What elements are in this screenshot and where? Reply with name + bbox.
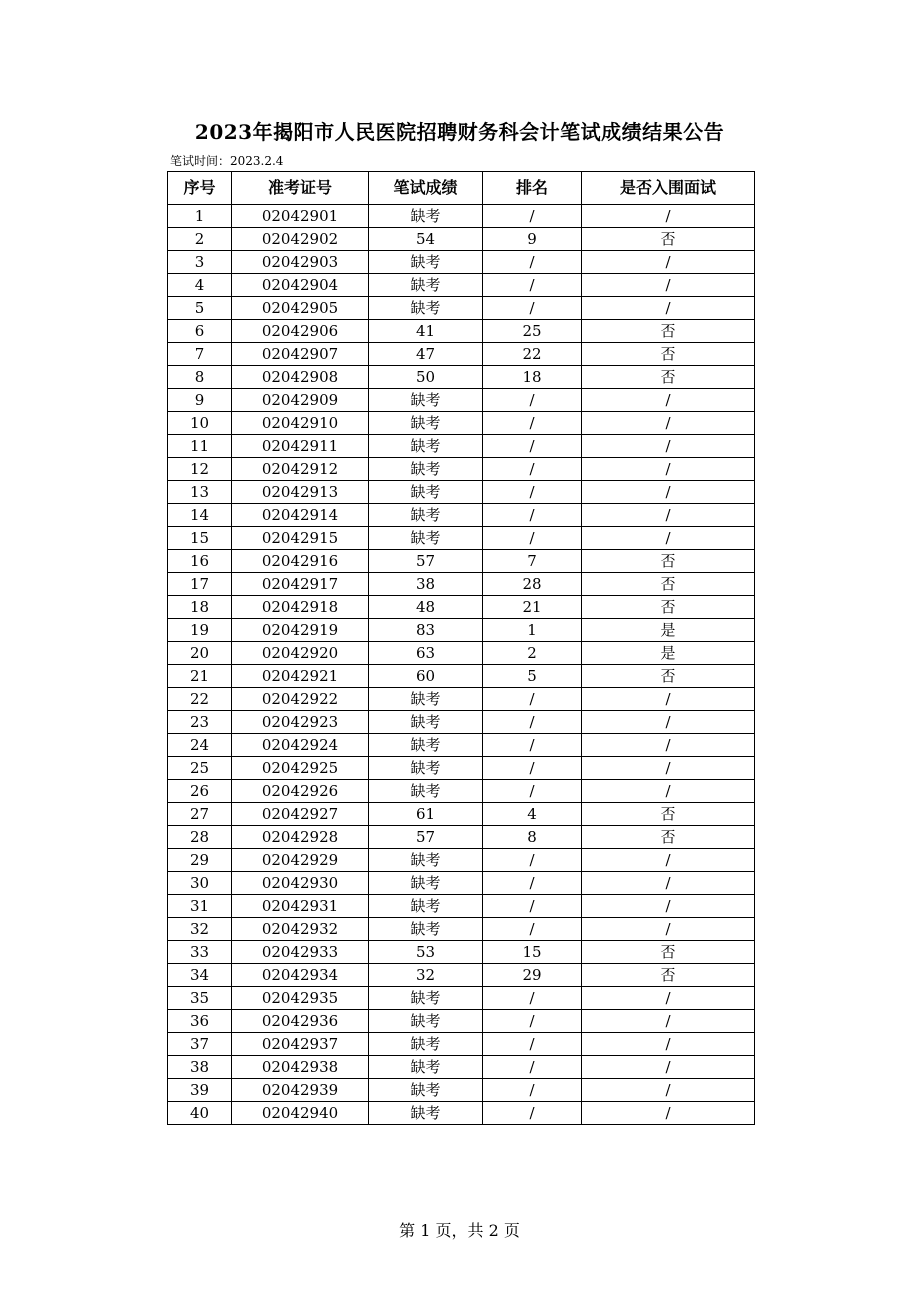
cell-ticket-number: 02042921 [232,665,369,688]
cell-interview-qualified: / [582,527,755,550]
table-row [168,596,755,619]
cell-interview-qualified: / [582,757,755,780]
column-header-interview-qualified: 是否入围面试 [582,172,755,205]
cell-written-score: 缺考 [369,458,483,481]
cell-written-score: 缺考 [369,757,483,780]
cell-interview-qualified: / [582,1010,755,1033]
exam-time: 笔试时间：2023.2.4 [170,154,284,168]
cell-ticket-number: 02042915 [232,527,369,550]
cell-written-score: 缺考 [369,734,483,757]
table-row [168,987,755,1010]
cell-interview-qualified: / [582,918,755,941]
table-row [168,389,755,412]
cell-interview-qualified: 否 [582,550,755,573]
cell-rank: / [483,757,582,780]
cell-serial: 14 [168,504,232,527]
cell-written-score: 缺考 [369,711,483,734]
cell-serial: 20 [168,642,232,665]
cell-rank: 18 [483,366,582,389]
cell-serial: 5 [168,297,232,320]
cell-rank: / [483,458,582,481]
cell-written-score: 缺考 [369,527,483,550]
cell-written-score: 缺考 [369,1079,483,1102]
cell-ticket-number: 02042924 [232,734,369,757]
cell-serial: 25 [168,757,232,780]
cell-written-score: 41 [369,320,483,343]
cell-rank: 25 [483,320,582,343]
cell-serial: 34 [168,964,232,987]
score-table-body [168,205,755,1125]
cell-ticket-number: 02042935 [232,987,369,1010]
cell-serial: 29 [168,849,232,872]
table-row [168,1010,755,1033]
cell-interview-qualified: 否 [582,803,755,826]
cell-written-score: 缺考 [369,849,483,872]
cell-interview-qualified: / [582,251,755,274]
cell-rank: / [483,895,582,918]
cell-serial: 10 [168,412,232,435]
cell-written-score: 缺考 [369,504,483,527]
cell-ticket-number: 02042938 [232,1056,369,1079]
cell-rank: / [483,1010,582,1033]
cell-interview-qualified: / [582,711,755,734]
cell-rank: / [483,481,582,504]
cell-interview-qualified: / [582,1056,755,1079]
table-row [168,688,755,711]
cell-written-score: 缺考 [369,297,483,320]
cell-interview-qualified: / [582,872,755,895]
cell-ticket-number: 02042916 [232,550,369,573]
cell-serial: 7 [168,343,232,366]
cell-rank: / [483,849,582,872]
cell-written-score: 57 [369,550,483,573]
cell-interview-qualified: / [582,987,755,1010]
cell-interview-qualified: 否 [582,366,755,389]
cell-interview-qualified: / [582,780,755,803]
cell-ticket-number: 02042904 [232,274,369,297]
table-header-row [168,172,755,205]
cell-rank: / [483,1079,582,1102]
table-row [168,1056,755,1079]
cell-serial: 28 [168,826,232,849]
table-row [168,665,755,688]
cell-written-score: 缺考 [369,987,483,1010]
cell-ticket-number: 02042939 [232,1079,369,1102]
cell-serial: 35 [168,987,232,1010]
cell-serial: 19 [168,619,232,642]
cell-written-score: 50 [369,366,483,389]
cell-rank: 2 [483,642,582,665]
table-row [168,964,755,987]
table-row [168,780,755,803]
cell-interview-qualified: 是 [582,619,755,642]
table-row [168,320,755,343]
cell-ticket-number: 02042931 [232,895,369,918]
cell-rank: 21 [483,596,582,619]
cell-written-score: 缺考 [369,1056,483,1079]
cell-ticket-number: 02042937 [232,1033,369,1056]
cell-ticket-number: 02042914 [232,504,369,527]
cell-rank: / [483,711,582,734]
cell-rank: / [483,780,582,803]
cell-rank: / [483,205,582,228]
cell-interview-qualified: / [582,458,755,481]
cell-rank: / [483,251,582,274]
cell-interview-qualified: / [582,435,755,458]
cell-ticket-number: 02042932 [232,918,369,941]
cell-written-score: 缺考 [369,435,483,458]
cell-ticket-number: 02042908 [232,366,369,389]
cell-serial: 15 [168,527,232,550]
cell-rank: 7 [483,550,582,573]
cell-interview-qualified: 否 [582,596,755,619]
cell-ticket-number: 02042926 [232,780,369,803]
cell-rank: / [483,504,582,527]
table-row [168,918,755,941]
cell-written-score: 32 [369,964,483,987]
table-row [168,481,755,504]
cell-serial: 30 [168,872,232,895]
cell-ticket-number: 02042940 [232,1102,369,1125]
table-row [168,366,755,389]
cell-interview-qualified: 否 [582,964,755,987]
cell-ticket-number: 02042906 [232,320,369,343]
cell-interview-qualified: 否 [582,343,755,366]
cell-rank: / [483,734,582,757]
cell-ticket-number: 02042907 [232,343,369,366]
cell-serial: 39 [168,1079,232,1102]
table-row [168,619,755,642]
table-row [168,849,755,872]
table-row [168,527,755,550]
cell-written-score: 47 [369,343,483,366]
cell-rank: 22 [483,343,582,366]
cell-written-score: 83 [369,619,483,642]
cell-written-score: 缺考 [369,872,483,895]
cell-ticket-number: 02042917 [232,573,369,596]
cell-rank: 4 [483,803,582,826]
cell-written-score: 38 [369,573,483,596]
table-row [168,504,755,527]
cell-rank: / [483,389,582,412]
cell-written-score: 54 [369,228,483,251]
cell-interview-qualified: / [582,389,755,412]
cell-ticket-number: 02042934 [232,964,369,987]
cell-interview-qualified: 否 [582,320,755,343]
cell-serial: 27 [168,803,232,826]
cell-interview-qualified: / [582,481,755,504]
cell-written-score: 缺考 [369,918,483,941]
cell-written-score: 61 [369,803,483,826]
cell-rank: 15 [483,941,582,964]
cell-serial: 32 [168,918,232,941]
cell-written-score: 缺考 [369,1010,483,1033]
cell-rank: 29 [483,964,582,987]
cell-interview-qualified: / [582,274,755,297]
cell-interview-qualified: / [582,1033,755,1056]
cell-written-score: 缺考 [369,1033,483,1056]
table-row [168,872,755,895]
cell-written-score: 缺考 [369,1102,483,1125]
table-row [168,343,755,366]
cell-serial: 8 [168,366,232,389]
table-row [168,711,755,734]
cell-interview-qualified: 否 [582,826,755,849]
cell-serial: 11 [168,435,232,458]
cell-serial: 21 [168,665,232,688]
cell-rank: 9 [483,228,582,251]
cell-written-score: 缺考 [369,389,483,412]
table-row [168,1033,755,1056]
cell-interview-qualified: / [582,412,755,435]
cell-serial: 2 [168,228,232,251]
cell-interview-qualified: 否 [582,228,755,251]
cell-serial: 16 [168,550,232,573]
cell-rank: / [483,274,582,297]
cell-written-score: 缺考 [369,780,483,803]
cell-ticket-number: 02042923 [232,711,369,734]
table-row [168,205,755,228]
cell-written-score: 缺考 [369,205,483,228]
cell-interview-qualified: / [582,1079,755,1102]
cell-rank: / [483,1102,582,1125]
cell-rank: / [483,987,582,1010]
cell-ticket-number: 02042933 [232,941,369,964]
cell-serial: 33 [168,941,232,964]
cell-ticket-number: 02042909 [232,389,369,412]
cell-written-score: 60 [369,665,483,688]
cell-rank: 28 [483,573,582,596]
cell-ticket-number: 02042928 [232,826,369,849]
cell-rank: / [483,1056,582,1079]
cell-written-score: 缺考 [369,412,483,435]
table-row [168,1102,755,1125]
cell-ticket-number: 02042925 [232,757,369,780]
cell-serial: 1 [168,205,232,228]
cell-serial: 6 [168,320,232,343]
cell-serial: 37 [168,1033,232,1056]
cell-serial: 9 [168,389,232,412]
cell-ticket-number: 02042919 [232,619,369,642]
cell-written-score: 57 [369,826,483,849]
cell-ticket-number: 02042929 [232,849,369,872]
cell-rank: 1 [483,619,582,642]
cell-serial: 18 [168,596,232,619]
table-row [168,435,755,458]
score-table [167,171,755,1125]
cell-rank: / [483,688,582,711]
cell-rank: / [483,1033,582,1056]
cell-rank: / [483,297,582,320]
table-row [168,573,755,596]
cell-rank: / [483,527,582,550]
cell-serial: 31 [168,895,232,918]
cell-ticket-number: 02042903 [232,251,369,274]
cell-ticket-number: 02042913 [232,481,369,504]
cell-interview-qualified: 否 [582,941,755,964]
column-header-serial: 序号 [168,172,232,205]
cell-ticket-number: 02042911 [232,435,369,458]
cell-rank: / [483,872,582,895]
cell-written-score: 缺考 [369,481,483,504]
cell-serial: 36 [168,1010,232,1033]
cell-written-score: 缺考 [369,274,483,297]
table-row [168,297,755,320]
cell-ticket-number: 02042927 [232,803,369,826]
cell-interview-qualified: 否 [582,665,755,688]
cell-interview-qualified: / [582,688,755,711]
cell-interview-qualified: / [582,1102,755,1125]
cell-serial: 38 [168,1056,232,1079]
cell-serial: 22 [168,688,232,711]
table-row [168,251,755,274]
cell-written-score: 53 [369,941,483,964]
column-header-written-score: 笔试成绩 [369,172,483,205]
cell-interview-qualified: / [582,849,755,872]
cell-interview-qualified: / [582,895,755,918]
table-row [168,734,755,757]
cell-serial: 12 [168,458,232,481]
table-row [168,458,755,481]
table-row [168,941,755,964]
page-title: 2023年揭阳市人民医院招聘财务科会计笔试成绩结果公告 [194,120,725,144]
cell-ticket-number: 02042930 [232,872,369,895]
cell-interview-qualified: 否 [582,573,755,596]
cell-ticket-number: 02042936 [232,1010,369,1033]
table-row [168,895,755,918]
table-row [168,412,755,435]
cell-written-score: 63 [369,642,483,665]
table-row [168,550,755,573]
cell-ticket-number: 02042918 [232,596,369,619]
cell-written-score: 缺考 [369,895,483,918]
column-header-ticket-number: 准考证号 [232,172,369,205]
cell-interview-qualified: / [582,297,755,320]
cell-interview-qualified: / [582,205,755,228]
table-row [168,826,755,849]
cell-ticket-number: 02042922 [232,688,369,711]
cell-rank: 8 [483,826,582,849]
cell-ticket-number: 02042912 [232,458,369,481]
cell-serial: 24 [168,734,232,757]
table-row [168,228,755,251]
cell-serial: 4 [168,274,232,297]
column-header-rank: 排名 [483,172,582,205]
cell-written-score: 缺考 [369,251,483,274]
table-row [168,803,755,826]
cell-written-score: 缺考 [369,688,483,711]
cell-rank: / [483,435,582,458]
table-row [168,642,755,665]
cell-rank: / [483,918,582,941]
cell-ticket-number: 02042910 [232,412,369,435]
table-row [168,274,755,297]
cell-ticket-number: 02042901 [232,205,369,228]
cell-serial: 13 [168,481,232,504]
cell-rank: / [483,412,582,435]
cell-interview-qualified: / [582,504,755,527]
cell-ticket-number: 02042920 [232,642,369,665]
cell-ticket-number: 02042905 [232,297,369,320]
cell-interview-qualified: / [582,734,755,757]
cell-serial: 3 [168,251,232,274]
cell-written-score: 48 [369,596,483,619]
cell-rank: 5 [483,665,582,688]
cell-serial: 40 [168,1102,232,1125]
table-row [168,757,755,780]
cell-serial: 26 [168,780,232,803]
page-footer: 第 1 页，共 2 页 [399,1221,520,1240]
cell-ticket-number: 02042902 [232,228,369,251]
cell-interview-qualified: 是 [582,642,755,665]
table-row [168,1079,755,1102]
cell-serial: 23 [168,711,232,734]
cell-serial: 17 [168,573,232,596]
